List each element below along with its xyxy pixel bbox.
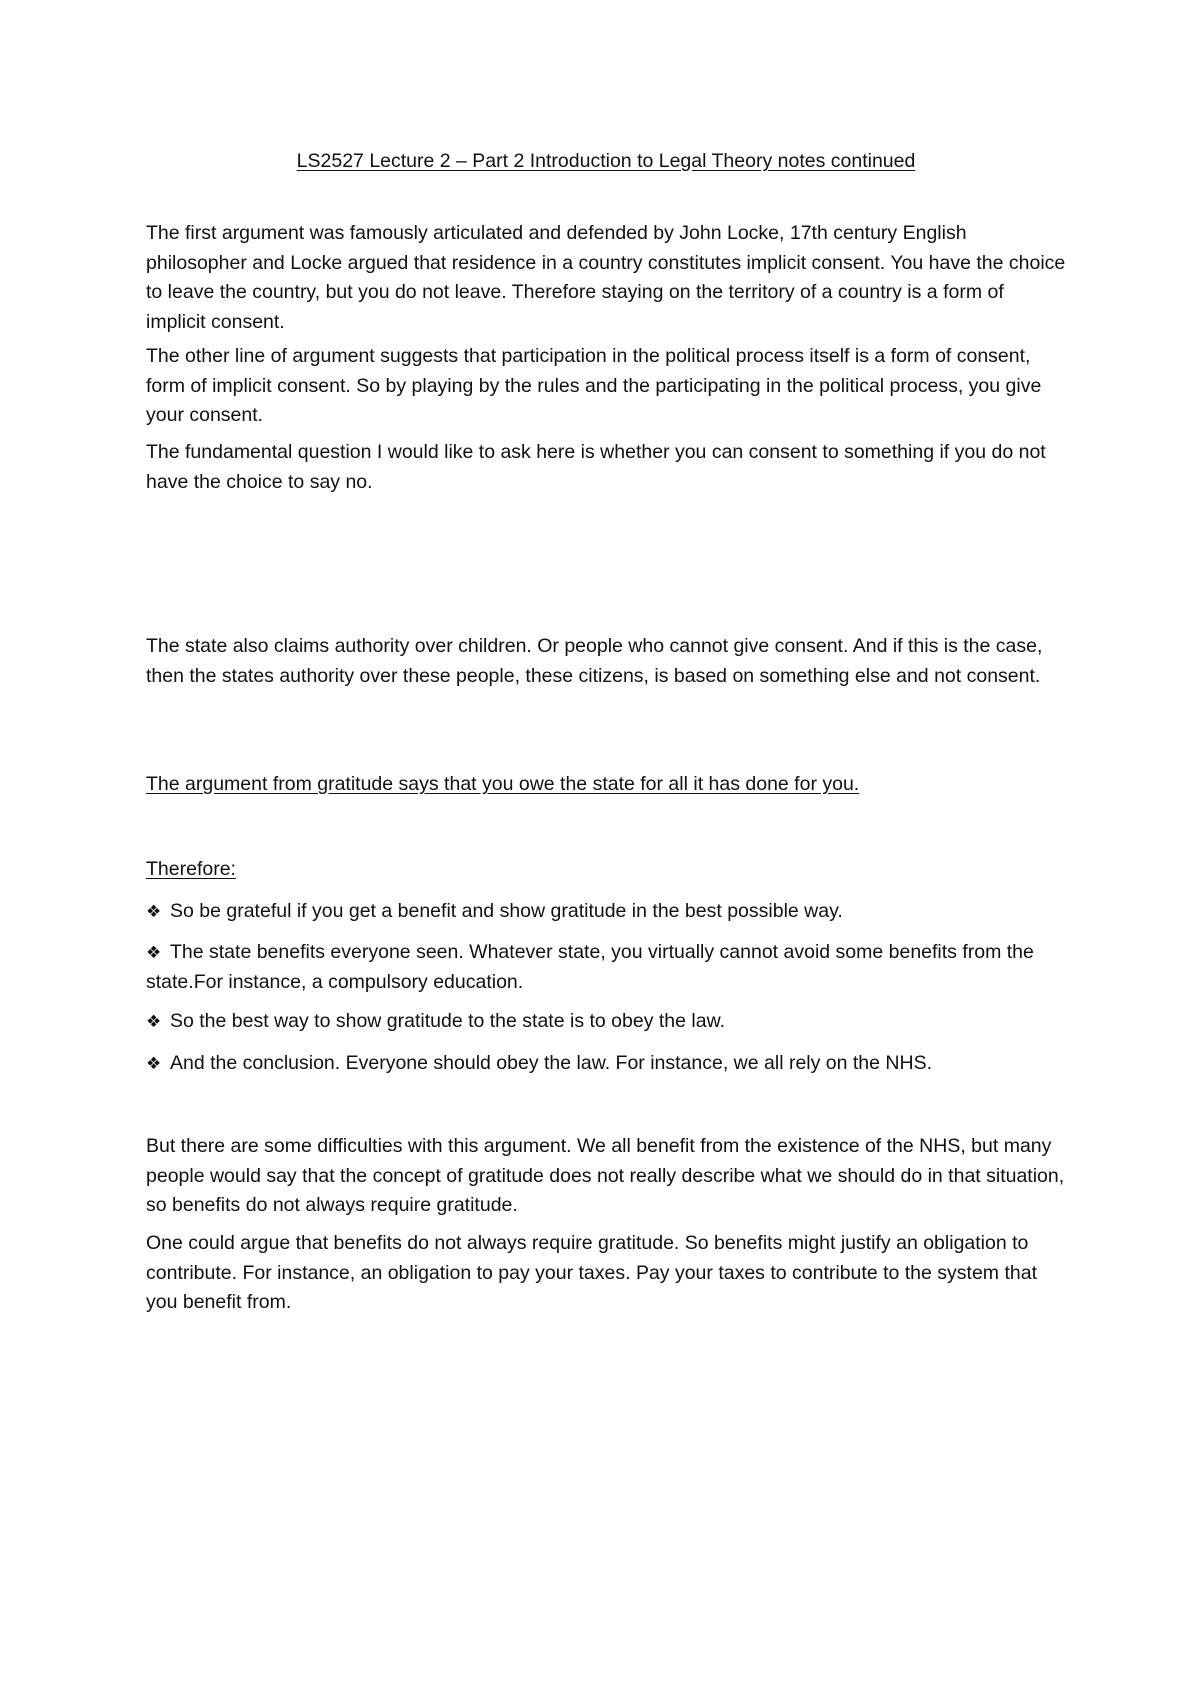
paragraph-fundamental-question: The fundamental question I would like to ask here is whether you can consent to something if you do not have the choice to say no. <box>146 441 1046 493</box>
bullet-item <box>146 938 1066 997</box>
document-title: LS2527 Lecture 2 – Part 2 Introduction to Legal Theory notes continued <box>296 150 916 172</box>
paragraph-obligation-to-contribute: One could argue that benefits do not always require gratitude. So benefits might justify an obligation to contribute. For instance, an obligation to pay your taxes. Pay your taxes to contribute to the system that you benefit from. <box>146 1232 1037 1313</box>
paragraph-difficulties: But there are some difficulties with this argument. We all benefit from the existence of the NHS, but many people would say that the concept of gratitude does not really describe what we should do in that situation, so benefits do not always require gratitude. <box>146 1135 1065 1216</box>
bullet-item <box>146 1049 1066 1079</box>
diamond-bullet-icon: ❖ <box>146 902 162 921</box>
bullet-text: So the best way to show gratitude to the state is to obey the law. <box>170 1010 725 1032</box>
paragraph-political-participation: The other line of argument suggests that participation in the political process itself is a form of consent, form of implicit consent. So by playing by the rules and the participating in the political process, you give your consent. <box>146 345 1042 426</box>
diamond-bullet-icon: ❖ <box>146 943 162 962</box>
diamond-bullet-icon: ❖ <box>146 1054 162 1073</box>
paragraph-authority-over-children: The state also claims authority over children. Or people who cannot give consent. And if this is the case, then the states authority over these people, these citizens, is based on something else and not consent. <box>146 635 1043 687</box>
bullet-item <box>146 897 1066 927</box>
bullet-text: The state benefits everyone seen. Whatever state, you virtually cannot avoid some benefits from the state.For instance, a compulsory education. <box>146 941 1034 993</box>
diamond-bullet-icon: ❖ <box>146 1012 162 1031</box>
paragraph-therefore: Therefore: <box>146 858 236 880</box>
bullet-text: And the conclusion. Everyone should obey the law. For instance, we all rely on the NHS. <box>170 1052 933 1074</box>
bullet-text: So be grateful if you get a benefit and show gratitude in the best possible way. <box>170 900 843 922</box>
paragraph-gratitude-argument: The argument from gratitude says that you owe the state for all it has done for you. <box>146 773 860 795</box>
paragraph-locke-argument: The first argument was famously articulated and defended by John Locke, 17th century English philosopher and Locke argued that residence in a country constitutes implicit consent. You have the choice to leave the country, but you do not leave. Therefore staying on the territory of a country is a form of implicit consent. <box>146 222 1066 333</box>
bullet-item <box>146 1007 1066 1037</box>
